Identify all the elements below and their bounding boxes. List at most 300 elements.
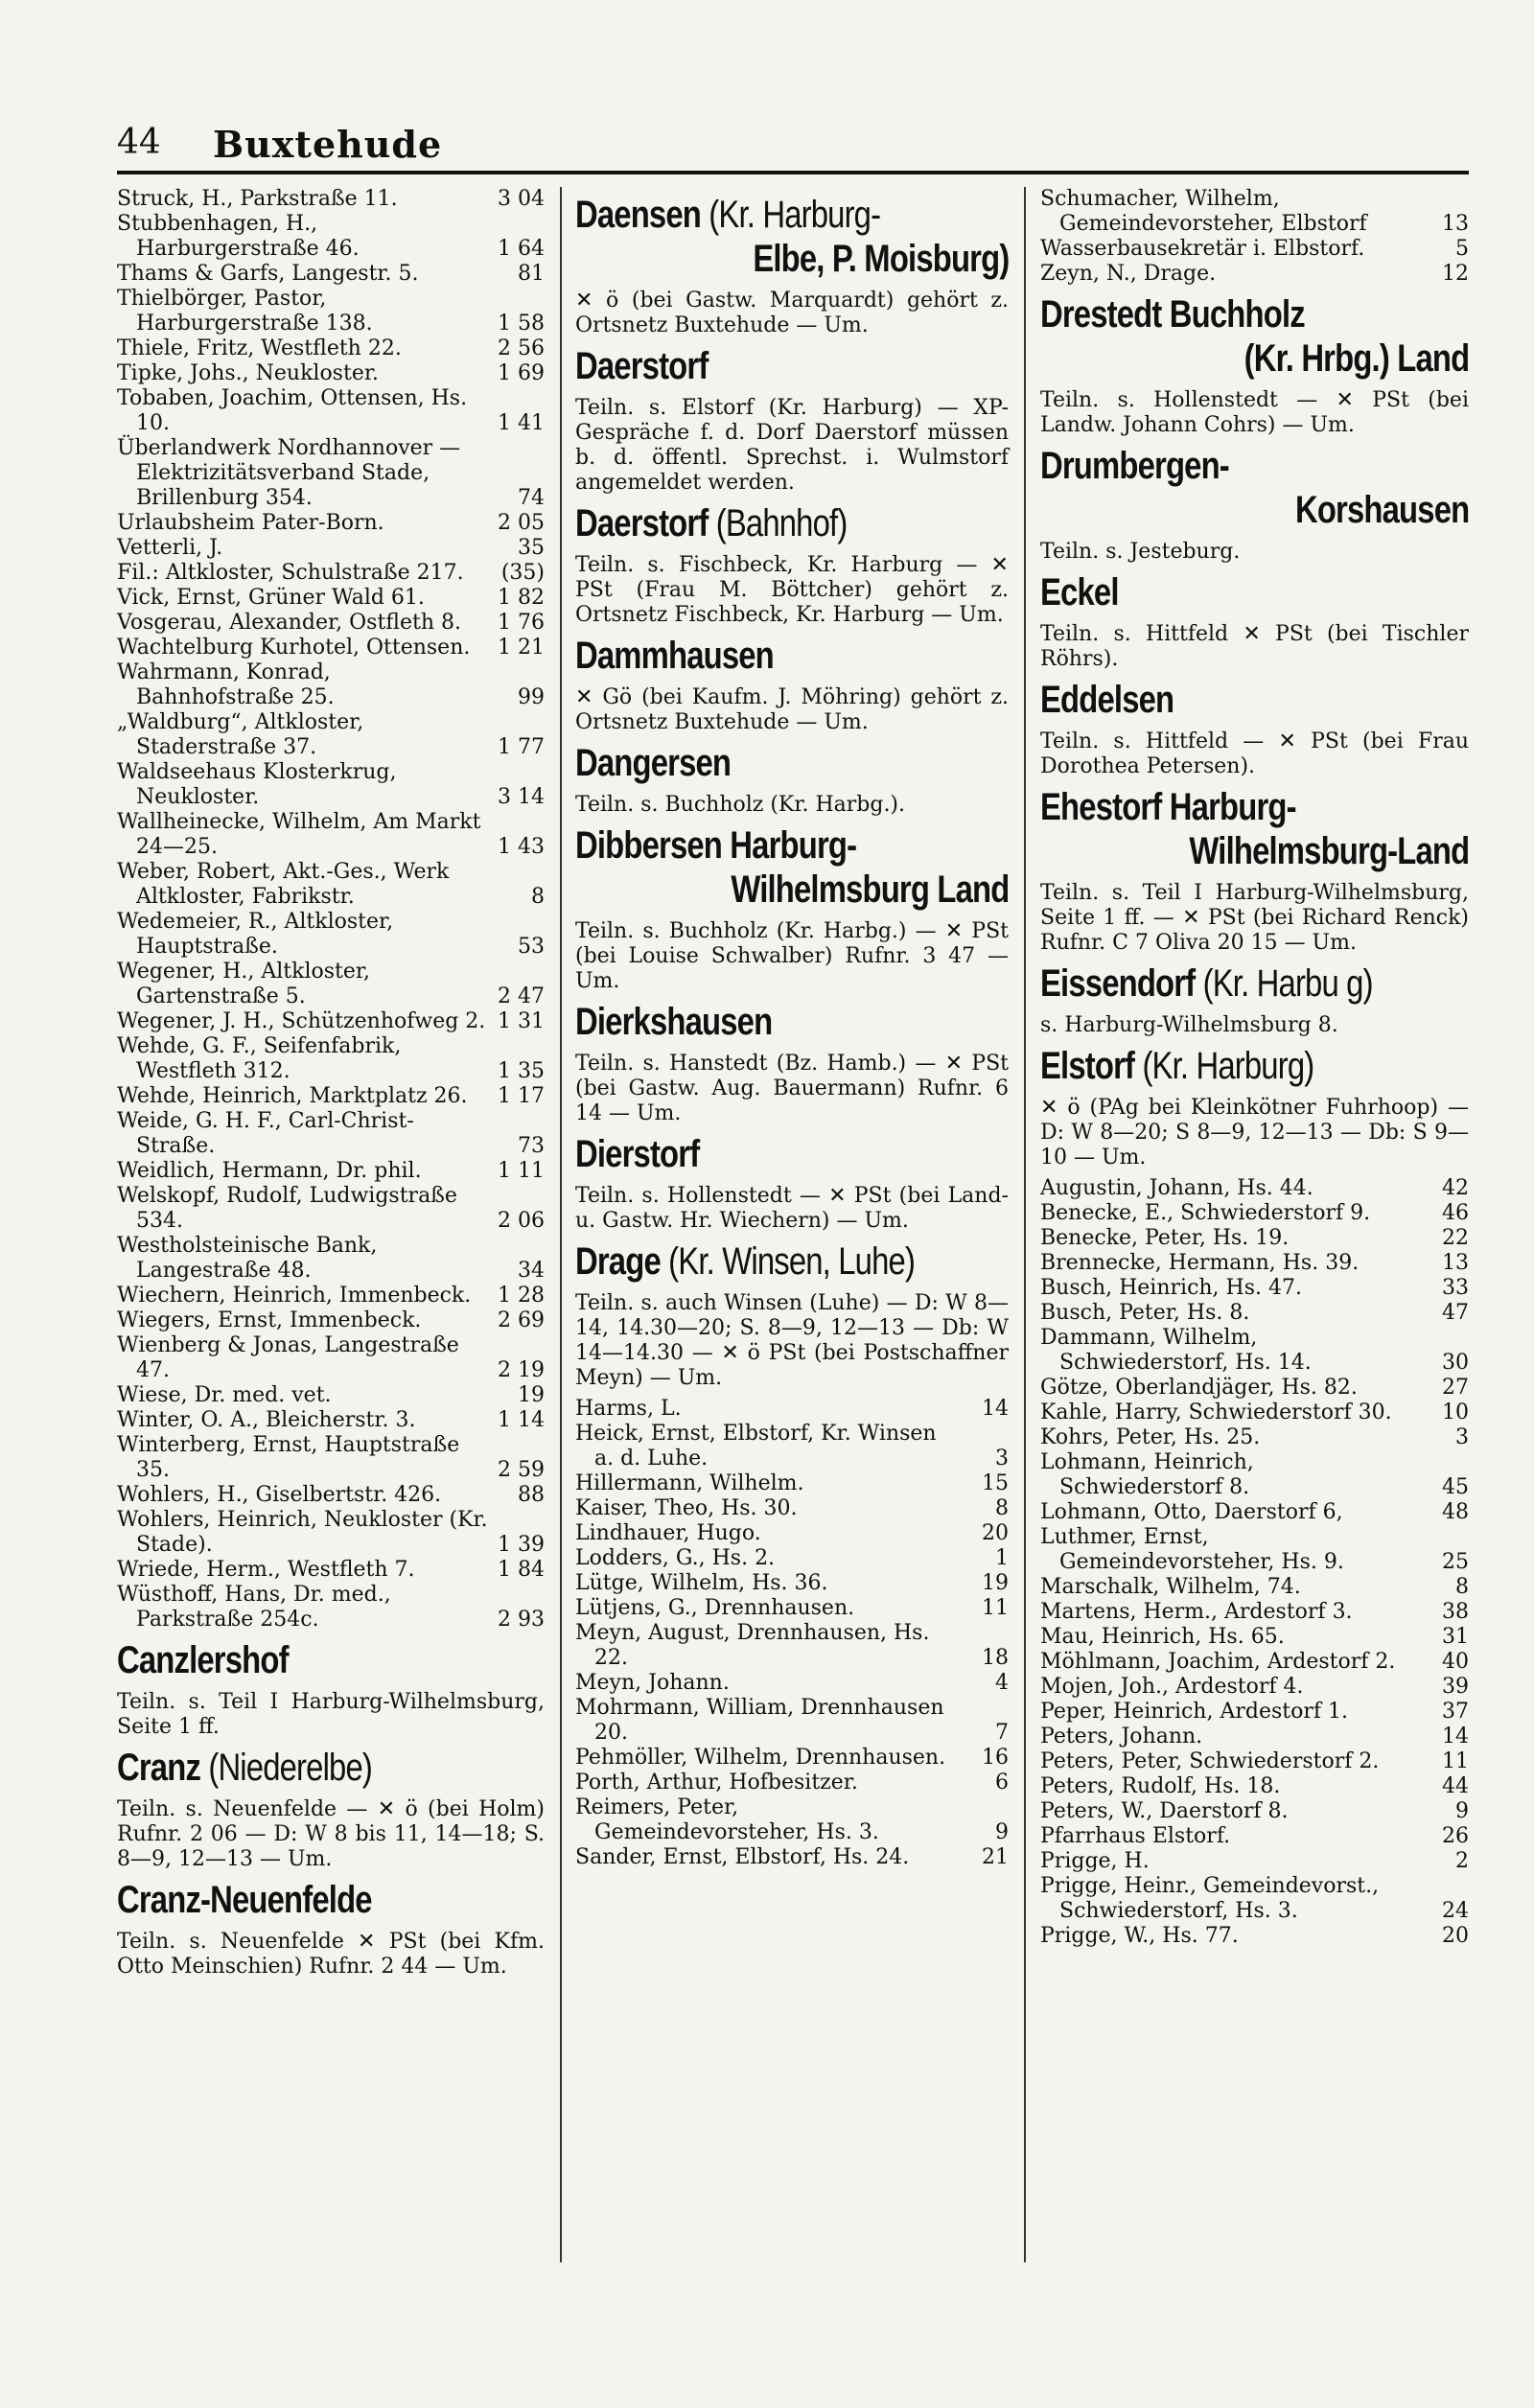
subscriber-name: Meyn, August, Drennhausen, Hs. 22. [575,1621,930,1670]
subscriber-entry [117,511,545,536]
phone-number: 19 [982,1571,1009,1595]
subscriber-name: Fil.: Altkloster, Schulstraße 217. [117,561,464,585]
phone-number: 34 [518,1259,545,1283]
phone-number: 5 [1455,237,1469,261]
locality-heading-continued: Elbe, P. Moisburg) [752,238,1009,280]
subscriber-entry [1040,1700,1469,1725]
locality-name: Dibbersen Harburg- [575,824,857,867]
phone-number: 10 [1442,1401,1469,1424]
subscriber-entry [117,1034,545,1084]
locality-heading [1040,444,1469,488]
phone-number: 46 [1442,1201,1469,1225]
subscriber-entry [1040,1824,1469,1849]
locality-section [575,193,1009,338]
subscriber-entry [117,187,545,212]
phone-number: (35) [500,561,545,585]
subscriber-name: Lütge, Wilhelm, Hs. 36. [575,1571,828,1595]
subscriber-entry [117,1383,545,1408]
subscriber-entry [117,1159,545,1184]
locality-note: ✕ ö (bei Gastw. Marquardt) gehört z. Ortsnetz Buxtehude — Um. [575,289,1009,337]
locality-name: Eissendorf [1040,962,1196,1005]
locality-note: Teiln. s. Neuenfelde ✕ PSt (bei Kfm. Otto Meinschien) Rufnr. 2 44 — Um. [117,1930,545,1979]
subscriber-entry [1040,1675,1469,1700]
phone-number: 1 28 [498,1284,545,1308]
phone-number: 2 93 [498,1608,545,1632]
phone-number: 2 69 [498,1308,545,1332]
locality-heading [1040,961,1469,1006]
subscriber-entry [575,1546,1009,1571]
locality-district: (Niederelbe) [208,1747,372,1789]
subscriber-entry [575,1471,1009,1496]
locality-note: Teiln. s. Hittfeld — ✕ PSt (bei Frau Dorothea Petersen). [1040,729,1469,778]
locality-note: Teiln. s. auch Winsen (Luhe) — D: W 8—14, 14.30—20; S. 8—9, 12—13 — Db: W 14—14.30 — ✕ ö PSt (bei Postschaffner Meyn) — Um. [575,1291,1009,1390]
subscriber-entry [575,1771,1009,1795]
locality-note: Teiln. s. Hollenstedt — ✕ PSt (bei Landw. Johann Cohrs) — Um. [1040,388,1469,437]
phone-number: 73 [518,1134,545,1158]
page-title: Buxtehude [213,123,443,166]
subscriber-entry [117,262,545,287]
locality-name: Daensen [575,194,701,236]
subscriber-entry [1040,1525,1469,1575]
subscriber-entry [575,1696,1009,1746]
subscriber-name: Peper, Heinrich, Ardestorf 1. [1040,1700,1348,1724]
subscriber-entry [117,1234,545,1284]
phone-number: 1 39 [498,1533,545,1557]
subscriber-entry [117,1009,545,1034]
subscriber-name: Porth, Arthur, Hofbesitzer. [575,1771,858,1794]
locality-section [117,1746,545,1872]
subscriber-entry [117,212,545,262]
locality-section [1040,1044,1469,1170]
locality-section [1040,678,1469,779]
subscriber-entry [575,1422,1009,1471]
locality-name: Daerstorf [575,345,709,387]
subscriber-entry [1040,1749,1469,1774]
subscriber-name: Harms, L. [575,1397,682,1421]
phone-number: 15 [982,1471,1009,1495]
subscriber-entry [1040,1725,1469,1749]
subscriber-entry [117,1583,545,1632]
phone-number: 3 [1455,1425,1469,1449]
phone-number: 9 [1455,1799,1469,1823]
locality-name: Dierkshausen [575,1001,773,1043]
locality-name: Dangersen [575,742,732,784]
phone-number: 8 [1455,1575,1469,1599]
locality-heading [117,1638,545,1682]
subscriber-entry [117,636,545,660]
phone-number: 1 69 [498,361,545,385]
phone-number: 53 [518,935,545,959]
subscriber-name: Überlandwerk Nordhannover — Elektrizitätsverband Stade, Brillenburg 354. [117,436,461,510]
column-1 [117,187,545,1985]
phone-number: 1 82 [498,586,545,610]
subscriber-entry [117,386,545,436]
locality-heading [575,344,1009,388]
subscriber-name: Mau, Heinrich, Hs. 65. [1040,1625,1285,1649]
subscriber-entry [117,760,545,810]
subscriber-entry [117,710,545,760]
subscriber-entry [1040,1500,1469,1525]
phone-number: 14 [1442,1725,1469,1748]
locality-name: Dierstorf [575,1133,700,1175]
subscriber-entry [117,1084,545,1109]
phone-number: 81 [518,262,545,286]
subscriber-entry [575,1845,1009,1870]
phone-number: 19 [518,1383,545,1407]
subscriber-name: Dammann, Wilhelm, Schwiederstorf, Hs. 14. [1040,1326,1312,1375]
subscriber-name: Tobaben, Joachim, Ottensen, Hs. 10. [117,386,468,435]
subscriber-name: Waldseehaus Klosterkrug, Neukloster. [117,760,397,809]
subscriber-name: Busch, Peter, Hs. 8. [1040,1301,1250,1325]
phone-number: 20 [1442,1924,1469,1948]
locality-heading [117,1746,545,1790]
locality-name: Eckel [1040,571,1119,614]
subscriber-entry [1040,1774,1469,1799]
subscriber-entry [1040,1924,1469,1949]
subscriber-entry [575,1521,1009,1546]
locality-heading [1040,292,1469,336]
subscriber-entry [117,1333,545,1383]
locality-name: Canzlershof [117,1639,289,1681]
subscriber-name: Wasserbausekretär i. Elbstorf. [1040,237,1365,261]
locality-name: Drage [575,1240,661,1283]
locality-heading [575,1239,1009,1284]
phone-number: 2 06 [498,1209,545,1233]
subscriber-name: Thams & Garfs, Langestr. 5. [117,262,419,286]
subscriber-name: Lütjens, G., Drennhausen. [575,1596,855,1620]
phone-number: 16 [982,1746,1009,1770]
subscriber-name: Sander, Ernst, Elbstorf, Hs. 24. [575,1845,910,1869]
phone-number: 4 [995,1671,1009,1695]
subscriber-entry [1040,1874,1469,1924]
subscriber-entry [117,287,545,336]
listing-entries [575,1397,1009,1870]
subscriber-entry [1040,1276,1469,1301]
subscriber-entry [117,361,545,386]
phone-number: 1 17 [498,1084,545,1108]
subscriber-name: Wachtelburg Kurhotel, Ottensen. [117,636,471,660]
phone-number: 1 14 [498,1408,545,1432]
phone-number: 1 41 [498,411,545,435]
locality-district: (Kr. Harburg- [709,194,881,236]
locality-section [1040,570,1469,672]
listing-entries [1040,1176,1469,1949]
locality-name: Drestedt Buchholz [1040,293,1305,336]
subscriber-name: Reimers, Peter, Gemeindevorsteher, Hs. 3. [575,1795,879,1844]
subscriber-name: Mojen, Joh., Ardestorf 4. [1040,1675,1304,1699]
phone-number: 39 [1442,1675,1469,1699]
subscriber-name: Marschalk, Wilhelm, 74. [1040,1575,1301,1599]
subscriber-name: Peters, Peter, Schwiederstorf 2. [1040,1749,1380,1773]
locality-section [1040,961,1469,1038]
subscriber-name: Prigge, W., Hs. 77. [1040,1924,1239,1948]
locality-section [575,634,1009,735]
subscriber-entry [117,536,545,561]
locality-district: (Bahnhof) [715,502,848,544]
subscriber-name: Thielbörger, Pastor, Harburgerstraße 138. [117,287,373,336]
subscriber-entry [117,1433,545,1483]
phone-number: 1 64 [498,237,545,261]
locality-name: Daerstorf [575,502,709,544]
locality-note: Teiln. s. Elstorf (Kr. Harburg) — XP-Gespräche f. d. Dorf Daerstorf müssen b. d. öffentl. Sprechst. i. Wulmstorf angemeldet werden. [575,396,1009,495]
locality-section [1040,292,1469,438]
subscriber-name: Lodders, G., Hs. 2. [575,1546,776,1570]
subscriber-name: Wallheinecke, Wilhelm, Am Markt 24—25. [117,810,481,859]
phone-number: 1 58 [498,312,545,336]
phone-number: 27 [1442,1376,1469,1400]
subscriber-entry [117,860,545,910]
subscriber-name: Meyn, Johann. [575,1671,730,1695]
locality-heading [575,193,1009,237]
subscriber-entry [117,436,545,511]
subscriber-entry [575,1671,1009,1696]
subscriber-entry [1040,1650,1469,1675]
locality-note: Teiln. s. Teil I Harburg-Wilhelmsburg, Seite 1 ff. — ✕ PSt (bei Richard Renck) Rufnr. C 7 Oliva 20 15 — Um. [1040,881,1469,955]
column-2 [575,187,1009,1870]
phone-number: 14 [982,1397,1009,1421]
phone-number: 1 35 [498,1059,545,1083]
locality-heading-continued: Korshausen [1294,489,1469,531]
page-number: 44 [117,123,161,162]
locality-note: Teiln. s. Hollenstedt — ✕ PSt (bei Land- u. Gastw. Hr. Wiechern) — Um. [575,1184,1009,1233]
phone-number: 8 [995,1496,1009,1520]
subscriber-name: Schumacher, Wilhelm, Gemeindevorsteher, Elbstorf [1040,187,1367,236]
subscriber-entry [1040,1849,1469,1874]
phone-number: 2 59 [498,1458,545,1482]
subscriber-entry [117,1184,545,1234]
subscriber-entry [117,1408,545,1433]
subscriber-entry [1040,1401,1469,1425]
phone-number: 7 [995,1721,1009,1745]
subscriber-name: Möhlmann, Joachim, Ardestorf 2. [1040,1650,1396,1674]
locality-heading [575,1000,1009,1044]
phone-number: 11 [1442,1749,1469,1773]
subscriber-name: Struck, H., Parkstraße 11. [117,187,398,211]
subscriber-name: Wiegers, Ernst, Immenbeck. [117,1308,422,1332]
phone-number: 11 [982,1596,1009,1620]
locality-heading [575,501,1009,545]
subscriber-entry [117,336,545,361]
subscriber-entry [1040,1799,1469,1824]
locality-heading [575,634,1009,678]
column-divider [560,187,562,2262]
listing-entries [1040,187,1469,287]
locality-note: Teiln. s. Jesteburg. [1040,540,1241,564]
phone-number: 38 [1442,1600,1469,1624]
subscriber-name: Tipke, Johs., Neukloster. [117,361,379,385]
locality-note: Teiln. s. Teil I Harburg-Wilhelmsburg, Seite 1 ff. [117,1690,545,1739]
subscriber-name: Hillermann, Wilhelm. [575,1471,804,1495]
subscriber-name: Martens, Herm., Ardestorf 3. [1040,1600,1353,1624]
subscriber-entry [117,1284,545,1308]
locality-district: (Kr. Harbu g) [1202,962,1373,1005]
phone-number: 37 [1442,1700,1469,1724]
subscriber-name: Vetterli, J. [117,536,223,560]
phone-number: 6 [995,1771,1009,1794]
locality-heading [575,1132,1009,1176]
subscriber-entry [1040,1600,1469,1625]
subscriber-name: Prigge, H. [1040,1849,1150,1873]
subscriber-entry [1040,1425,1469,1450]
phone-number: 3 14 [498,785,545,809]
locality-heading [1040,678,1469,722]
phone-number: 88 [518,1483,545,1507]
phone-number: 99 [518,685,545,709]
locality-section [575,1132,1009,1234]
phone-number: 13 [1442,212,1469,236]
subscriber-name: Kohrs, Peter, Hs. 25. [1040,1425,1261,1449]
subscriber-name: Lohmann, Heinrich, Schwiederstorf 8. [1040,1450,1254,1499]
phone-number: 74 [518,486,545,510]
subscriber-entry [575,1496,1009,1521]
locality-section [117,1878,545,1980]
phone-number: 42 [1442,1176,1469,1200]
phone-number: 2 47 [498,984,545,1008]
subscriber-entry [1040,1376,1469,1401]
subscriber-entry [575,1746,1009,1771]
subscriber-name: Wohlers, Heinrich, Neukloster (Kr. Stade). [117,1508,488,1557]
subscriber-name: Pehmöller, Wilhelm, Drennhausen. [575,1746,946,1770]
locality-heading [1040,570,1469,614]
subscriber-entry [1040,1201,1469,1226]
subscriber-name: Götze, Oberlandjäger, Hs. 82. [1040,1376,1358,1400]
phone-number: 1 [995,1546,1009,1570]
subscriber-name: Vosgerau, Alexander, Ostfleth 8. [117,611,461,635]
locality-name: Cranz-Neuenfelde [117,1879,372,1921]
phone-number: 1 21 [498,636,545,660]
phone-number: 21 [982,1845,1009,1869]
subscriber-name: Wriede, Herm., Westfleth 7. [117,1558,415,1582]
locality-note: Teiln. s. Neuenfelde — ✕ ö (bei Holm) Rufnr. 2 06 — D: W 8 bis 11, 14—18; S. 8—9, 12—13 — Um. [117,1797,545,1871]
locality-sections [1040,292,1469,1170]
locality-name: Ehestorf Harburg- [1040,786,1296,828]
phone-number: 18 [982,1646,1009,1670]
subscriber-name: Wegener, J. H., Schützenhofweg 2. [117,1009,486,1033]
subscriber-name: Zeyn, N., Drage. [1040,262,1217,286]
subscriber-name: Wedemeier, R., Altkloster, Hauptstraße. [117,910,394,959]
locality-sections [117,1638,545,1980]
locality-section [1040,444,1469,565]
subscriber-name: Wehde, Heinrich, Marktplatz 26. [117,1084,468,1108]
subscriber-entry [1040,1450,1469,1500]
subscriber-name: Weide, G. H. F., Carl-Christ-Straße. [117,1109,414,1158]
subscriber-name: Winterberg, Ernst, Hauptstraße 35. [117,1433,460,1482]
subscriber-name: Kaiser, Theo, Hs. 30. [575,1496,798,1520]
subscriber-name: Brennecke, Hermann, Hs. 39. [1040,1251,1360,1275]
column-3 [1040,187,1469,1949]
locality-heading-continued: (Kr. Hrbg.) Land [1243,337,1469,380]
subscriber-entry [575,1397,1009,1422]
locality-heading-continued: Wilhelmsburg Land [730,868,1009,911]
phone-number: 30 [1442,1351,1469,1375]
subscriber-entry [575,1621,1009,1671]
subscriber-name: Kahle, Harry, Schwiederstorf 30. [1040,1401,1392,1424]
subscriber-entry [117,561,545,586]
subscriber-name: Thiele, Fritz, Westfleth 22. [117,336,402,360]
phone-number: 2 05 [498,511,545,535]
locality-district: (Kr. Winsen, Luhe) [668,1240,916,1283]
locality-note: s. Harburg-Wilhelmsburg 8. [1040,1013,1338,1037]
subscriber-name: Peters, Johann. [1040,1725,1203,1748]
subscriber-name: Winter, O. A., Bleicherstr. 3. [117,1408,416,1432]
subscriber-name: Wiese, Dr. med. vet. [117,1383,332,1407]
subscriber-name: Prigge, Heinr., Gemeindevorst., Schwiederstorf, Hs. 3. [1040,1874,1380,1923]
subscriber-entry [117,660,545,710]
subscriber-name: Wegener, H., Altkloster, Gartenstraße 5. [117,960,370,1008]
locality-sections [575,193,1009,1391]
phone-number: 12 [1442,262,1469,286]
phone-number: 35 [518,536,545,560]
locality-heading [1040,1044,1469,1088]
subscriber-name: Luthmer, Ernst, Gemeindevorsteher, Hs. 9. [1040,1525,1344,1574]
locality-section [575,1000,1009,1126]
locality-note: Teiln. s. Hittfeld ✕ PSt (bei Tischler Röhrs). [1040,622,1469,671]
subscriber-entry [117,1508,545,1558]
subscriber-entry [1040,237,1469,262]
phone-number: 33 [1442,1276,1469,1300]
subscriber-name: Westholsteinische Bank, Langestraße 48. [117,1234,378,1283]
subscriber-name: Peters, W., Daerstorf 8. [1040,1799,1289,1823]
subscriber-name: Busch, Heinrich, Hs. 47. [1040,1276,1302,1300]
phone-number: 22 [1442,1226,1469,1250]
locality-heading [575,823,1009,868]
phone-number: 2 19 [498,1358,545,1382]
phone-number: 40 [1442,1650,1469,1674]
subscriber-entry [117,810,545,860]
subscriber-entry [1040,1575,1469,1600]
phone-number: 1 77 [498,735,545,759]
subscriber-name: Lindhauer, Hugo. [575,1521,761,1545]
subscriber-name: Wiechern, Heinrich, Immenbeck. [117,1284,472,1308]
subscriber-name: Pfarrhaus Elstorf. [1040,1824,1231,1848]
phone-number: 48 [1442,1500,1469,1524]
phone-number: 20 [982,1521,1009,1545]
subscriber-entry [117,1308,545,1333]
subscriber-entry [117,586,545,611]
locality-note: ✕ Gö (bei Kaufm. J. Möhring) gehört z. Ortsnetz Buxtehude — Um. [575,685,1009,734]
page-header [117,119,1469,174]
phone-number: 3 [995,1447,1009,1470]
phone-number: 8 [531,885,545,909]
subscriber-entry [1040,187,1469,237]
subscriber-name: Weber, Robert, Akt.-Ges., Werk Altkloster, Fabrikstr. [117,860,450,909]
subscriber-entry [117,960,545,1009]
locality-note: Teiln. s. Buchholz (Kr. Harbg.) — ✕ PSt (bei Louise Schwalber) Rufnr. 3 47 — Um. [575,919,1009,993]
phone-number: 2 [1455,1849,1469,1873]
locality-name: Eddelsen [1040,679,1174,721]
phone-number: 26 [1442,1824,1469,1848]
subscriber-name: Lohmann, Otto, Daerstorf 6, [1040,1500,1343,1524]
subscriber-name: Augustin, Johann, Hs. 44. [1040,1176,1313,1200]
subscriber-name: Wahrmann, Konrad, Bahnhofstraße 25. [117,660,335,709]
subscriber-entry [575,1571,1009,1596]
subscriber-entry [117,1109,545,1159]
locality-section [1040,785,1469,956]
locality-section [575,344,1009,496]
subscriber-name: „Waldburg“, Altkloster, Staderstraße 37. [117,710,364,759]
locality-note: ✕ ö (PAg bei Kleinkötner Fuhrhoop) — D: W 8—20; S 8—9, 12—13 — Db: S 9—10 — Um. [1040,1096,1469,1169]
locality-section [575,741,1009,818]
phone-number: 25 [1442,1550,1469,1574]
subscriber-name: Mohrmann, William, Drennhausen 20. [575,1696,944,1745]
phone-number: 45 [1442,1475,1469,1499]
subscriber-entry [117,1483,545,1508]
subscriber-name: Vick, Ernst, Grüner Wald 61. [117,586,425,610]
subscriber-name: Wüsthoff, Hans, Dr. med., Parkstraße 254c. [117,1583,391,1632]
listing-entries [117,187,545,1632]
subscriber-entry [1040,1251,1469,1276]
locality-heading [575,741,1009,785]
